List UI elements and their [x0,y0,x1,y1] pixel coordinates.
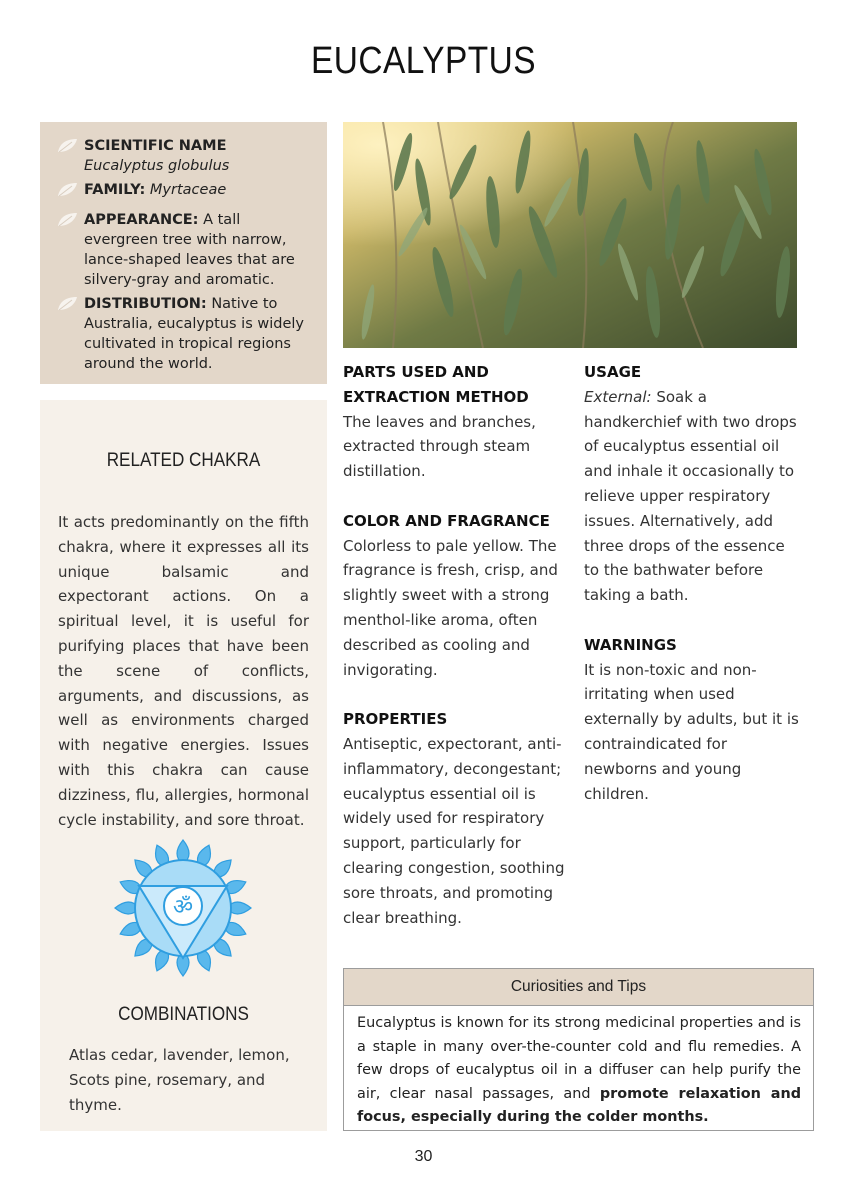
family-row [56,180,317,200]
combinations-text: Atlas cedar, lavender, lemon, Scots pine, rosemary, and thyme. [69,1046,290,1114]
tips-box [343,968,814,1131]
scientific-name-row [56,136,317,176]
family-value: Myrtaceae [149,182,227,198]
distribution-label: DISTRIBUTION: [84,296,207,312]
usage-body [584,385,804,608]
scientific-name-value: Eucalyptus globulus [84,158,230,174]
combinations-title: COMBINATIONS [118,1004,249,1025]
tips-heading: Curiosities and Tips [344,969,813,1006]
leaf-icon [56,296,78,312]
leaf-icon [56,212,78,228]
warnings-heading: WARNINGS [584,635,677,654]
tips-text: Eucalyptus is known for its strong medicinal properties and is a staple in many over-the-counter cold and flu remedies. A few drops of eucalyptus oil in a diffuser can help purify the air, clear nasal passages, and [357,1015,801,1102]
warnings-text: It is non-toxic and non-irritating when used externally by adults, but it is contraindicated for newborns and young children. [584,660,799,803]
chakra-box [40,400,327,1131]
distribution-row [56,294,317,374]
eucalyptus-photo [343,122,797,348]
appearance-label: APPEARANCE: [84,212,199,228]
leaf-icon [56,138,78,154]
tips-body [344,1006,813,1130]
usage-heading: USAGE [584,363,642,381]
svg-text:ॐ: ॐ [172,895,194,920]
distribution-value: Native to Australia, eucalyptus is widely cultivated in tropical regions around the world. [84,296,304,372]
appearance-value: A tall evergreen tree with narrow, lance-shaped leaves that are silvery-gray and aromatic. [84,212,295,288]
usage-text: Soak a handkerchief with two drops of eucalyptus essential oil and inhale it occasionally to relieve upper respiratory issues. Alternatively, add three drops of the essence to the bathwater before taking a bath. [584,387,797,605]
scientific-name-label: SCIENTIFIC NAME [84,138,227,154]
throat-chakra-icon [113,838,253,978]
parts-text: The leaves and branches, extracted through steam distillation. [343,412,536,481]
appearance-row [56,210,317,290]
page-number: 30 [414,1148,433,1165]
middle-column [343,360,575,930]
properties-text: Antiseptic, expectorant, anti-inflammatory, decongestant; eucalyptus essential oil is widely used for respiratory support, particularly for clearing congestion, soothing sore throats, and promoting clear breathing. [343,734,565,927]
color-heading: COLOR AND FRAGRANCE [343,511,550,530]
leaf-icon [56,182,78,198]
chakra-text: It acts predominantly on the fifth chakra, where it expresses all its unique balsamic and expectorant actions. On a spiritual level, it is useful for purifying places that have been the scene of conflicts, arguments, and discussions, as well as environments charged with negative energies. Issues with this chakra can cause dizziness, flu, allergies, hormonal cycle instability, and sore throat. [58,513,309,829]
properties-heading: PROPERTIES [343,710,448,729]
right-column [584,360,804,806]
parts-heading: PARTS USED AND EXTRACTION METHOD [343,363,529,406]
tips-bold-text: promote relaxation and focus, especially during the colder months. [357,1085,802,1125]
page-title: EUCALYPTUS [311,40,536,82]
scientific-info-box [40,122,327,384]
color-text: Colorless to pale yellow. The fragrance is fresh, crisp, and slightly sweet with a strong menthol-like aroma, often described as cooling and invigorating. [343,536,558,679]
usage-external-label: External: [584,387,652,406]
chakra-title: RELATED CHAKRA [106,450,261,471]
family-label: FAMILY: [84,182,146,198]
